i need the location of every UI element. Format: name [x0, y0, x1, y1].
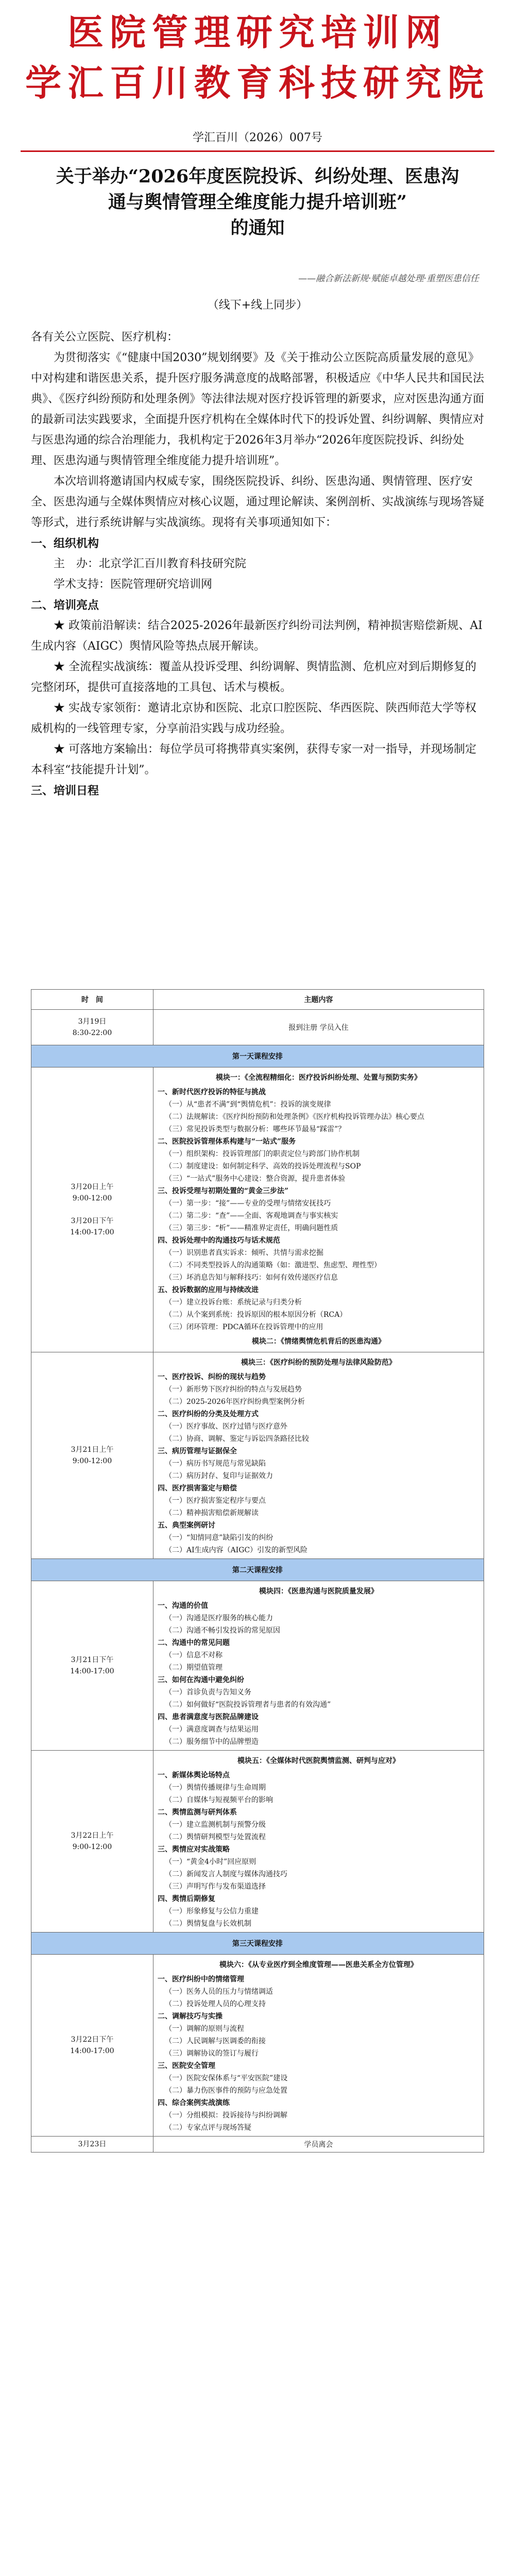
- module-title: 模块二：《情绪舆情危机背后的医患沟通》: [252, 1337, 385, 1346]
- outline-item: （二）新闻发言人制度与媒体沟通技巧: [165, 1870, 287, 1878]
- module-title: 模块六：《从专业医疗到全维度管理——医患关系全方位管理》: [219, 1961, 418, 1969]
- outline-item: （二）专家点评与现场答疑: [165, 2124, 251, 2132]
- outline-heading: 二、医疗纠纷的分类及处理方式: [158, 1410, 259, 1418]
- content-cell: [153, 1955, 484, 2137]
- content-cell: [153, 1352, 484, 1559]
- content-cell: [153, 1067, 484, 1352]
- outline-item: （三）“一站式”服务中心建设：整合资源，提升患者体验: [165, 1175, 346, 1183]
- outline-heading: 四、医疗损害鉴定与赔偿: [158, 1484, 237, 1493]
- subtitle-slogan: ——融合新法新规·赋能卓越处理·重塑医患信任: [298, 274, 479, 284]
- outline-item: （一）新形势下医疗纠纷的特点与发展趋势: [165, 1385, 302, 1394]
- outline-item: （一）分组模拟：投诉接待与纠纷调解: [165, 2111, 287, 2120]
- outline-heading: 二、舆情监测与研判体系: [158, 1808, 237, 1817]
- time-cell: [31, 1352, 153, 1559]
- column-header: 主题内容: [153, 990, 484, 1010]
- time-text: 3月21日下午 14:00-17:00: [70, 1656, 114, 1675]
- title-line-2: 通与舆情管理全维度能力提升培训班”: [108, 192, 407, 213]
- time-cell: [31, 1751, 153, 1933]
- outline-item: （一）满意度调查与结果运用: [165, 1725, 259, 1734]
- outline-item: （一）调解的原则与流程: [165, 2025, 244, 2033]
- time-cell: [31, 1581, 153, 1751]
- org-header-line2: 学汇百川教育科技研究院: [25, 61, 490, 104]
- outline-heading: 四、舆情后期修复: [158, 1895, 215, 1903]
- outline-item: （二）制度建设：如何制定科学、高效的投诉处理流程与SOP: [165, 1162, 361, 1171]
- outline-item: （二）暴力伤医事件的预防与应急处置: [165, 2087, 287, 2095]
- section-heading: 三、培训日程: [31, 784, 99, 798]
- title-line-3: 的通知: [230, 217, 285, 239]
- day-label-row: [31, 1933, 484, 1955]
- outline-item: （一）病历书写规范与常见缺陷: [165, 1460, 266, 1468]
- outline-item: （二）2025-2026年医疗纠纷典型案例分析: [165, 1398, 305, 1406]
- module-title: 模块五：《全媒体时代医院舆情监测、研判与应对》: [237, 1757, 400, 1765]
- outline-heading: 五、投诉数据的应用与持续改进: [158, 1286, 259, 1294]
- outline-heading: 一、医疗投诉、纠纷的现状与趋势: [158, 1373, 266, 1381]
- outline-heading: 二、医院投诉管理体系构建与“一站式”服务: [158, 1138, 296, 1146]
- content-cell: 报到注册 学员入住: [153, 1010, 484, 1045]
- outline-item: （一）舆情传播规律与生命周期: [165, 1784, 266, 1792]
- organizer-host: 主 办：北京学汇百川教育科技研究院: [54, 557, 247, 570]
- outline-item: （三）声明写作与发布渠道选择: [165, 1883, 266, 1891]
- highlight-item: ★ 全流程实战演练：覆盖从投诉受理、纠纷调解、舆情监测、危机应对到后期修复的完整闭环，提供可直接落地的工具包、话术与模板。: [31, 660, 476, 694]
- module-title: 模块一：《全流程精细化：医疗投诉纠纷处理、处置与预防实务》: [216, 1074, 421, 1082]
- intro-paragraph: 为贯彻落实《“健康中国2030”规划纲要》及《关于推动公立医院高质量发展的意见》中对构建和谐医患关系，提升医疗服务满意度的战略部署，积极适应《中华人民共和国民法典》、《医疗纠纷预防和处理条例》等法律法规对医疗投诉管理的新要求，应对医患沟通方面的最新司法实践要求，全面提升医疗机构在全媒体时代下的投诉处置、纠纷调解、舆情应对与医患沟通的综合治理能力，我机构定于2026年3月举办“2026年度医院投诉、纠纷处理、医患沟通与舆情管理全维度能力提升培训班”。: [31, 351, 485, 467]
- section-heading: 一、组织机构: [31, 537, 99, 550]
- outline-item: （二）期望值管理: [165, 1664, 222, 1672]
- outline-item: （一）医务人员的压力与情绪调适: [165, 1988, 273, 1996]
- outline-heading: 四、综合案例实战演练: [158, 2099, 230, 2107]
- outline-item: （一）“黄金4小时”回应原则: [165, 1858, 256, 1866]
- outline-item: （二）法规解读：《医疗纠纷预防和处理条例》《医疗机构投诉管理办法》核心要点: [165, 1113, 424, 1121]
- outline-item: （一）第一步：“接”——专业的受理与情绪安抚技巧: [165, 1199, 331, 1208]
- time-text: 3月20日上午 9:00-12:00 3月20日下午 14:00-17:00: [70, 1183, 114, 1236]
- outline-item: （二）自媒体与短视频平台的影响: [165, 1796, 273, 1804]
- outline-item: （一）建立监测机制与预警分级: [165, 1821, 266, 1829]
- notice-body: [31, 327, 484, 801]
- outline-item: （三）常见投诉类型与数据分析：哪些环节最易“踩雷”？: [165, 1125, 346, 1133]
- schedule-table: [31, 989, 484, 2153]
- module-title: 模块三：《医疗纠纷的预防处理与法律风险防范》: [241, 1359, 396, 1367]
- outline-heading: 一、沟通的价值: [158, 1602, 208, 1610]
- time-text: 3月21日上午 9:00-12:00: [71, 1446, 114, 1465]
- table-row: [31, 1751, 484, 1933]
- outline-item: （二）不同类型投诉人的沟通策略（如：激进型、焦虑型、理性型）: [165, 1261, 381, 1269]
- time-cell: [31, 1955, 153, 2137]
- time-cell: 3月19日 8:30-22:00: [31, 1010, 153, 1045]
- content-cell: [153, 1581, 484, 1751]
- outline-item: （二）人民调解与医调委的衔接: [165, 2037, 266, 2045]
- outline-heading: 三、病历管理与证据保全: [158, 1447, 237, 1455]
- outline-item: （二）服务细节中的品牌塑造: [165, 1738, 259, 1746]
- highlight-item: ★ 政策前沿解读：结合2025-2026年最新医疗纠纷司法判例，精神损害赔偿新规、AI生成内容（AIGC）舆情风险等热点展开解读。: [31, 619, 483, 653]
- outline-item: （一）形象修复与公信力重建: [165, 1907, 259, 1916]
- outline-heading: 三、舆情应对实战策略: [158, 1845, 230, 1854]
- table-row: [31, 1010, 484, 1045]
- outline-item: （三）坏消息告知与解释技巧：如何有效传递医疗信息: [165, 1274, 338, 1282]
- time-text: 3月22日上午 9:00-12:00: [71, 1832, 114, 1851]
- table-row: [31, 1581, 484, 1751]
- column-header: 时 间: [31, 990, 153, 1010]
- outline-item: （一）医疗损害鉴定程序与要点: [165, 1497, 266, 1505]
- outline-item: （二）病历封存、复印与证据效力: [165, 1472, 273, 1480]
- table-row: [31, 1352, 484, 1559]
- outline-heading: 一、医疗纠纷中的情绪管理: [158, 1975, 244, 1984]
- module-title: 模块四：《医患沟通与医院质量发展》: [259, 1587, 378, 1596]
- outline-item: （二）精神损害赔偿新规解读: [165, 1509, 259, 1517]
- outline-item: （一）首诊负责与告知义务: [165, 1688, 251, 1697]
- outline-item: （三）第三步：“析”——精准界定责任，明确问题性质: [165, 1224, 338, 1232]
- outline-item: （一）信息不对称: [165, 1651, 222, 1659]
- outline-item: （二）AI生成内容（AIGC）引发的新型风险: [165, 1546, 308, 1554]
- outline-heading: 三、如何在沟通中避免纠纷: [158, 1676, 244, 1684]
- outline-item: （二）舆情研判模型与处置流程: [165, 1833, 266, 1841]
- outline-heading: 四、患者满意度与医院品牌建设: [158, 1713, 259, 1721]
- outline-item: （二）协商、调解、鉴定与诉讼四条路径比较: [165, 1435, 309, 1443]
- table-row: [31, 1067, 484, 1352]
- outline-heading: 二、调解技巧与实操: [158, 2012, 222, 2021]
- outline-item: （二）从个案到系统：投诉原因的根本原因分析（RCA）: [165, 1311, 347, 1319]
- document-number: 学汇百川（2026）007号: [193, 131, 322, 144]
- outline-heading: 五、典型案例研讨: [158, 1521, 215, 1530]
- outline-heading: 四、投诉处理中的沟通技巧与话术规范: [158, 1236, 280, 1245]
- day-label: 第三天课程安排: [31, 1933, 484, 1955]
- format-note: （线下+线上同步）: [207, 299, 308, 312]
- day-label-row: [31, 1045, 484, 1067]
- table-row: [31, 1955, 484, 2137]
- outline-heading: 一、新媒体舆论场特点: [158, 1771, 230, 1780]
- outline-item: （一）建立投诉台账：系统记录与归类分析: [165, 1298, 302, 1307]
- greeting: 各有关公立医院、医疗机构：: [31, 331, 179, 344]
- outline-item: （二）如何做好“医院投诉管理者与患者的有效沟通”: [165, 1701, 331, 1709]
- outline-heading: 三、投诉受理与初期处置的“黄金三步法”: [158, 1187, 289, 1195]
- day-label: 第一天课程安排: [31, 1045, 484, 1067]
- highlight-item: ★ 可落地方案输出：每位学员可将携带真实案例，获得专家一对一指导，并现场制定本科室“技能提升计划”。: [31, 743, 476, 776]
- day-label-row: [31, 1559, 484, 1581]
- outline-item: （一）识别患者真实诉求：倾听、共情与需求挖掘: [165, 1249, 323, 1257]
- title-line-1: 关于举办“2026年度医院投诉、纠纷处理、医患沟: [56, 166, 459, 187]
- intro-paragraph: 本次培训将邀请国内权威专家，围绕医院投诉、纠纷、医患沟通、舆情管理、医疗安全、医患沟通与全媒体舆情应对核心议题，通过理论解读、案例剖析、实战演练与现场答疑等形式，进行系统讲解与实战演练。现将有关事项通知如下：: [31, 475, 485, 529]
- content-cell: 学员离会: [153, 2137, 484, 2153]
- outline-item: （二）沟通不畅引发投诉的常见原因: [165, 1626, 280, 1635]
- outline-item: （一）沟通是医疗服务的核心能力: [165, 1614, 273, 1622]
- organizer-support: 学术支持：医院管理研究培训网: [54, 578, 213, 591]
- section-heading: 二、培训亮点: [31, 599, 99, 612]
- content-cell: [153, 1751, 484, 1933]
- time-cell: 3月23日: [31, 2137, 153, 2153]
- org-header-line1: 医院管理研究培训网: [67, 11, 448, 54]
- day-label: 第二天课程安排: [31, 1559, 484, 1581]
- outline-item: （二）舆情复盘与长效机制: [165, 1920, 251, 1928]
- time-text: 3月22日下午 14:00-17:00: [70, 2036, 114, 2055]
- highlight-item: ★ 实战专家领衔：邀请北京协和医院、北京口腔医院、华西医院、陕西师范大学等权威机构的一线管理专家，分享前沿实践与成功经验。: [31, 702, 476, 735]
- outline-item: （一）组织架构：投诉管理部门的职责定位与跨部门协作机制: [165, 1150, 359, 1158]
- time-cell: [31, 1067, 153, 1352]
- table-row: [31, 2137, 484, 2153]
- outline-item: （三）调解协议的签订与履行: [165, 2049, 259, 2058]
- outline-heading: 三、医院安全管理: [158, 2062, 215, 2070]
- outline-item: （二）投诉处理人员的心理支持: [165, 2000, 266, 2008]
- outline-item: （一）从“患者不满”到“舆情危机”：投诉的演变规律: [165, 1100, 331, 1109]
- outline-item: （一）医疗事故、医疗过错与医疗意外: [165, 1422, 287, 1431]
- notice-title: [31, 164, 484, 241]
- outline-item: （二）第二步：“查”——全面、客观地调查与事实核实: [165, 1212, 338, 1220]
- outline-heading: 二、沟通中的常见问题: [158, 1639, 230, 1647]
- red-divider: [21, 150, 494, 152]
- outline-heading: 一、新时代医疗投诉的特征与挑战: [158, 1088, 266, 1096]
- outline-item: （一）“知情同意”缺陷引发的纠纷: [165, 1534, 273, 1542]
- outline-item: （一）医院安保体系与“平安医院”建设: [165, 2074, 288, 2082]
- outline-item: （三）闭环管理：PDCA循环在投诉管理中的应用: [165, 1323, 323, 1331]
